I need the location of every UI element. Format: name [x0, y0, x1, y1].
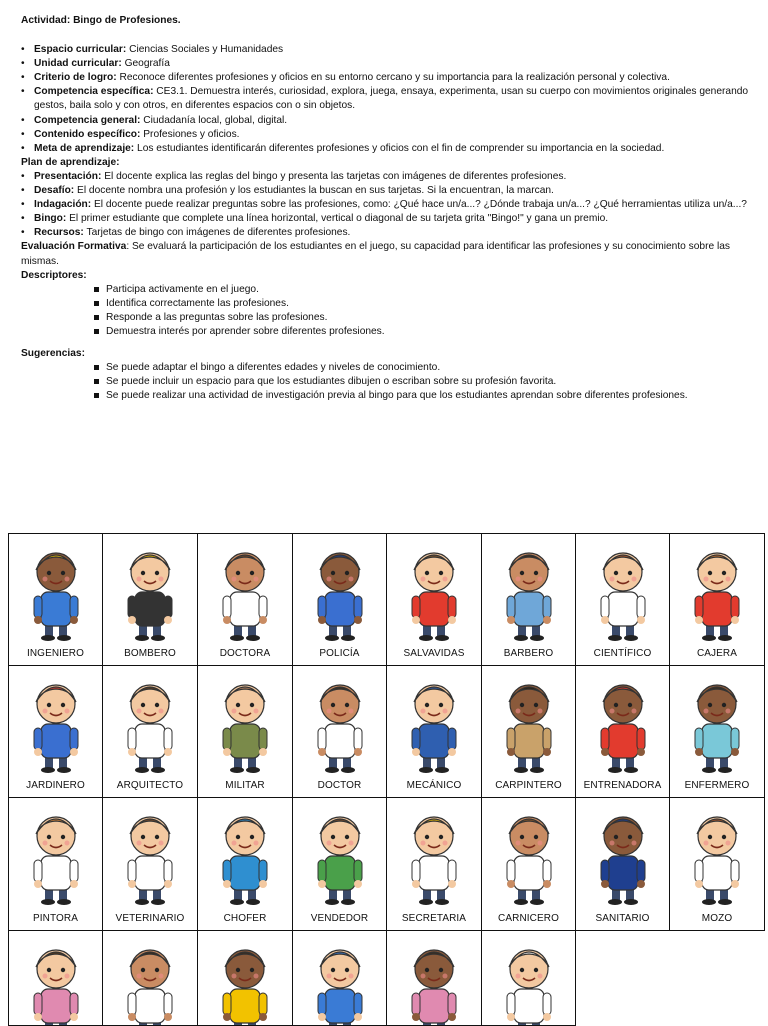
bingo-card	[8, 930, 103, 1026]
bingo-card	[102, 533, 198, 666]
bingo-card	[481, 665, 576, 798]
bingo-card	[197, 665, 293, 798]
item-text: Los estudiantes identificarán diferentes profesiones y oficios con el fin de comprender su importancia en la sociedad.	[134, 142, 665, 154]
bingo-card	[102, 665, 198, 798]
card-label: BOMBERO	[124, 648, 176, 659]
profession-figure-icon	[210, 542, 280, 642]
profession-figure-icon	[21, 806, 91, 906]
profession-figure-icon	[399, 806, 469, 906]
list-item: Identifica correctamente las profesiones.	[21, 297, 751, 311]
list-item: Participa activamente en el juego.	[21, 283, 751, 297]
bingo-card	[575, 533, 670, 666]
item-label: Criterio de logro:	[34, 72, 117, 84]
card-label: INGENIERO	[26, 648, 85, 659]
item-text: Ciudadanía local, global, digital.	[140, 114, 288, 126]
bingo-card	[292, 533, 387, 666]
activity-title: Actividad: Bingo de Profesiones.	[21, 15, 181, 26]
item-label: Bingo:	[34, 213, 67, 225]
profession-figure-icon	[682, 674, 752, 774]
profession-figure-icon	[494, 939, 564, 1026]
profession-figure-icon	[305, 674, 375, 774]
bingo-card	[102, 797, 198, 931]
profession-figure-icon	[210, 806, 280, 906]
evaluation-text: : Se evaluará la participación de los estudiantes en el juego, su capacidad para identificar las profesiones y su conocimiento sobre las mismas.	[21, 241, 730, 267]
bingo-card	[197, 930, 293, 1026]
profession-figure-icon	[305, 939, 375, 1026]
card-label: CAJERA	[696, 648, 738, 659]
list-item: Responde a las preguntas sobre las profesiones.	[21, 311, 751, 325]
profession-figure-icon	[399, 939, 469, 1026]
item-label: Contenido específico:	[34, 128, 141, 140]
card-label: BARBERO	[503, 648, 554, 659]
card-label: JARDINERO	[26, 780, 85, 791]
plan-heading: Plan de aprendizaje:	[21, 156, 120, 168]
item-text: El docente puede realizar preguntas sobre las profesiones, como: ¿Qué hace un/a...? ¿Dónde trabaja un/a...? ¿Qué herramientas utiliza un/a...?	[91, 199, 747, 211]
card-label: SECRETARIA	[401, 913, 467, 924]
profession-figure-icon	[682, 806, 752, 906]
profession-figure-icon	[305, 542, 375, 642]
bingo-card	[386, 797, 482, 931]
bingo-card	[669, 797, 765, 931]
bingo-card	[386, 533, 482, 666]
item-label: Presentación:	[34, 170, 102, 182]
bingo-card	[8, 797, 103, 931]
list-item: Demuestra interés por aprender sobre diferentes profesiones.	[21, 325, 751, 339]
bingo-card	[669, 533, 765, 666]
evaluation-label: Evaluación Formativa	[21, 241, 127, 253]
bingo-card	[575, 797, 670, 931]
bingo-card	[669, 665, 765, 798]
descriptores-heading: Descriptores:	[21, 269, 87, 281]
bingo-card	[292, 797, 387, 931]
profession-figure-icon	[21, 674, 91, 774]
profession-figure-icon	[115, 674, 185, 774]
profession-figure-icon	[494, 674, 564, 774]
list-item: Se puede adaptar el bingo a diferentes edades y niveles de conocimiento.	[21, 361, 751, 375]
profession-figure-icon	[210, 674, 280, 774]
card-label: ARQUITECTO	[116, 780, 184, 791]
item-text: El primer estudiante que complete una línea horizontal, vertical o diagonal de su tarjeta grita "Bingo!" y gana un premio.	[66, 213, 609, 225]
profession-figure-icon	[115, 939, 185, 1026]
profession-figure-icon	[494, 806, 564, 906]
item-label: Espacio curricular:	[34, 44, 127, 56]
bingo-card	[197, 533, 293, 666]
item-text: El docente nombra una profesión y los estudiantes la buscan en sus tarjetas. Si la encuentran, la marcan.	[74, 185, 554, 197]
card-label: CHOFER	[223, 913, 267, 924]
profession-figure-icon	[588, 806, 658, 906]
profession-figure-icon	[21, 939, 91, 1026]
bingo-card	[481, 930, 576, 1026]
card-label: MILITAR	[225, 780, 265, 791]
list-item: Se puede realizar una actividad de investigación previa al bingo para que los estudiantes aprendan sobre diferentes profesiones.	[21, 389, 751, 403]
profession-figure-icon	[682, 542, 752, 642]
card-label: SALVAVIDAS	[403, 648, 465, 659]
item-label: Meta de aprendizaje:	[34, 142, 135, 154]
item-label: Indagación:	[34, 199, 92, 211]
profession-figure-icon	[115, 806, 185, 906]
profession-figure-icon	[21, 542, 91, 642]
item-label: Desafío:	[34, 185, 75, 197]
card-label: VENDEDOR	[310, 913, 369, 924]
item-text: Geografía	[121, 58, 170, 70]
sugerencias-heading: Sugerencias:	[21, 348, 85, 360]
item-text: Profesiones y oficios.	[140, 128, 240, 140]
card-label: DOCTOR	[317, 780, 362, 791]
bingo-card	[386, 665, 482, 798]
card-label: MECÁNICO	[406, 780, 462, 791]
item-label: Competencia específica:	[34, 86, 154, 98]
bingo-card	[8, 665, 103, 798]
card-label: CARPINTERO	[495, 780, 562, 791]
list-item: Se puede incluir un espacio para que los estudiantes dibujen o escriban sobre su profesión favorita.	[21, 375, 751, 389]
bingo-card	[575, 665, 670, 798]
bingo-card	[386, 930, 482, 1026]
profession-figure-icon	[588, 542, 658, 642]
profession-figure-icon	[588, 674, 658, 774]
item-label: Competencia general:	[34, 114, 141, 126]
card-label: SANITARIO	[595, 913, 650, 924]
bingo-card	[481, 533, 576, 666]
bingo-card	[292, 930, 387, 1026]
card-label: DOCTORA	[219, 648, 271, 659]
profession-figure-icon	[399, 542, 469, 642]
card-label: POLICÍA	[319, 648, 360, 659]
card-label: CIENTÍFICO	[593, 648, 652, 659]
profession-figure-icon	[305, 806, 375, 906]
item-text: Ciencias Sociales y Humanidades	[126, 44, 284, 56]
item-label: Recursos:	[34, 227, 84, 239]
bingo-card	[102, 930, 198, 1026]
card-label: ENTRENADORA	[583, 780, 662, 791]
item-text: CE3.1. Demuestra interés, curiosidad, explora, juega, ensaya, experimenta, usan su cuerpo con movimientos originales generando gestos, baila solo y con otros, en diferentes espacios con o sin objetos.	[34, 86, 749, 112]
card-label: CARNICERO	[498, 913, 559, 924]
bingo-card	[197, 797, 293, 931]
profession-figure-icon	[494, 542, 564, 642]
item-text: Reconoce diferentes profesiones y oficios en su entorno cercano y su importancia para la realización personal y colectiva.	[116, 72, 670, 84]
profession-figure-icon	[210, 939, 280, 1026]
bingo-card	[292, 665, 387, 798]
card-label: VETERINARIO	[115, 913, 185, 924]
profession-figure-icon	[115, 542, 185, 642]
item-label: Unidad curricular:	[34, 58, 122, 70]
card-label: PINTORA	[33, 913, 78, 924]
card-label: MOZO	[701, 913, 733, 924]
bingo-card	[8, 533, 103, 666]
card-label: ENFERMERO	[684, 780, 750, 791]
item-text: Tarjetas de bingo con imágenes de diferentes profesiones.	[83, 227, 351, 239]
bingo-card	[481, 797, 576, 931]
profession-figure-icon	[399, 674, 469, 774]
item-text: El docente explica las reglas del bingo y presenta las tarjetas con imágenes de diferentes profesiones.	[101, 170, 567, 182]
